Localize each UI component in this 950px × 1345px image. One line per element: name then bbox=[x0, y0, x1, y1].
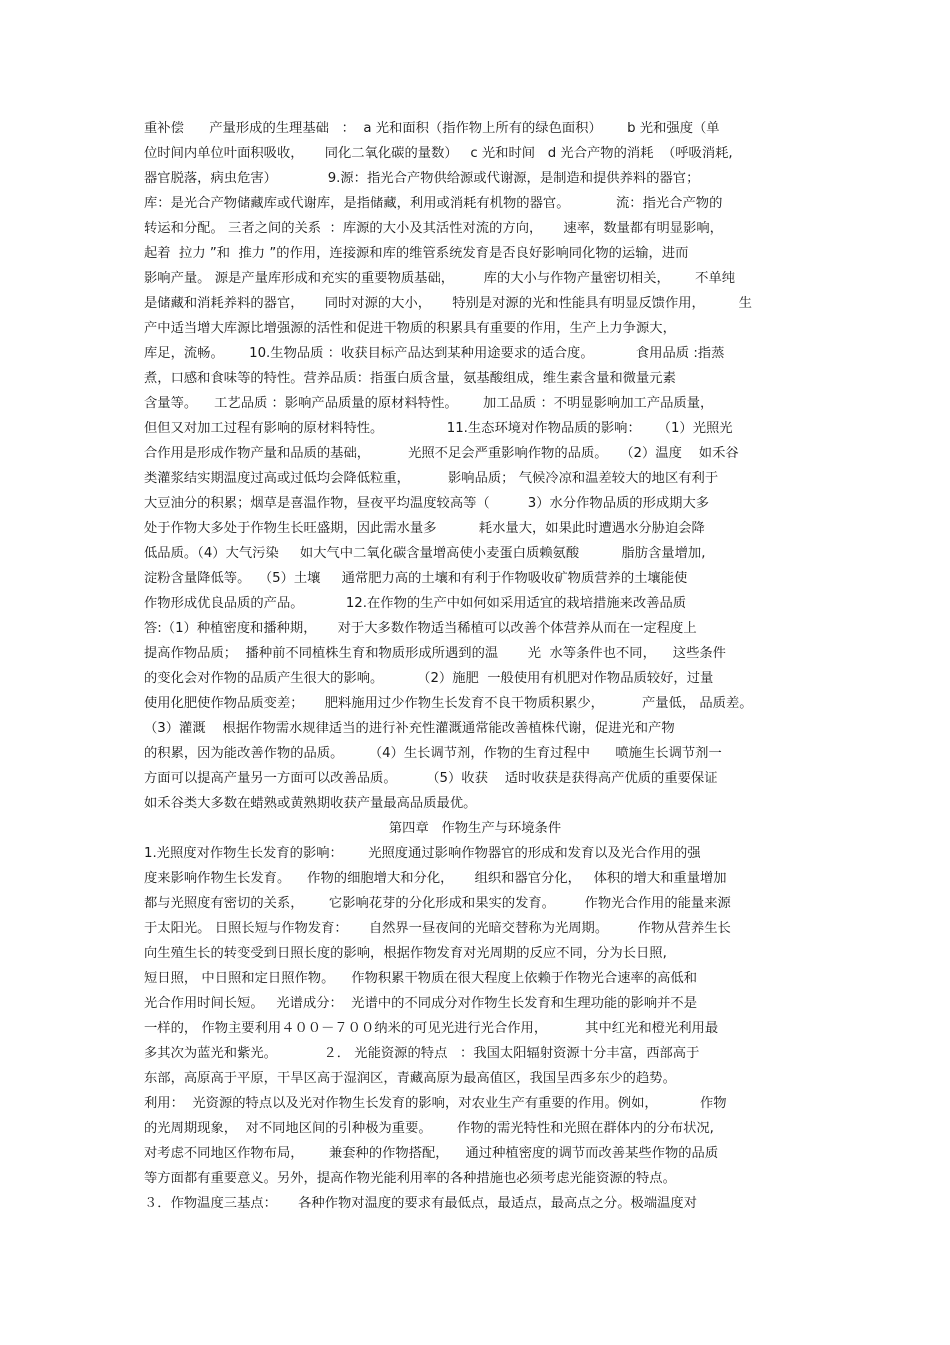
text-line: 淀粉含量降低等。 （5）土壤 通常肥力高的土壤和有利于作物吸收矿物质营养的土壤能使 bbox=[144, 571, 688, 586]
text-line: 但但又对加工过程有影响的原材料特性。 11.生态环境对作物品质的影响： （1）光照光 bbox=[144, 421, 733, 436]
text-line: 库：是光合产物储藏库或代谢库，是指储藏，利用或消耗有机物的器官。 流：指光合产物的 bbox=[144, 196, 723, 211]
text-line: 处于作物大多处于作物生长旺盛期，因此需水量多 耗水量大，如果此时遭遇水分胁迫会降 bbox=[144, 521, 705, 536]
text-line: 都与光照度有密切的关系， 它影响花芽的分化形成和果实的发育。 作物光合作用的能量来源 bbox=[144, 896, 731, 911]
text-line: 1.光照度对作物生长发育的影响： 光照度通过影响作物器官的形成和发育以及光合作用的强 bbox=[144, 846, 701, 861]
text-line: 的变化会对作物的品质产生很大的影响。 （2）施肥 一般使用有机肥对作物品质较好，过量 bbox=[144, 671, 714, 686]
text-line: 重补偿 产量形成的生理基础 ： a 光和面积（指作物上所有的绿色面积） b 光和强度（单 bbox=[144, 121, 720, 136]
text-line: 的光周期现象， 对不同地区间的引种极为重要。 作物的需光特性和光照在群体内的分布状况, bbox=[144, 1121, 714, 1136]
text-line: 是储藏和消耗养料的器官， 同时对源的大小， 特别是对源的光和性能具有明显反馈作用， 生 bbox=[144, 296, 752, 311]
text-line: 于太阳光。 日照长短与作物发育： 自然界一昼夜间的光暗交替称为光周期。 作物从营养生长 bbox=[144, 921, 731, 936]
text-line: 器官脱落，病虫危害） 9.源：指光合产物供给源或代谢源，是制造和提供养料的器官； bbox=[144, 171, 700, 186]
text-line: 含量等。 工艺品质 ：影响产品质量的原材料特性。 加工品质 ：不明显影响加工产品质量， bbox=[144, 396, 714, 411]
chapter-heading: 第四章 作物生产与环境条件 bbox=[388, 821, 562, 836]
text-line: 类灌浆结实期温度过高或过低均会降低粒重， 影响品质； 气候冷凉和温差较大的地区有利于 bbox=[144, 471, 719, 486]
text-line: 光合作用时间长短。 光谱成分： 光谱中的不同成分对作物生长发育和生理功能的影响并不是 bbox=[144, 996, 698, 1011]
text-line: 如禾谷类大多数在蜡熟或黄熟期收获产量最高品质最优。 bbox=[144, 796, 477, 811]
text-line: 等方面都有重要意义。另外，提高作物光能利用率的各种措施也必须考虑光能资源的特点。 bbox=[144, 1171, 676, 1186]
text-line: 多其次为蓝光和紫光。 ２． 光能资源的特点 ：我国太阳辐射资源十分丰富，西部高于 bbox=[144, 1046, 700, 1061]
text-line: 一样的， 作物主要利用４００－７００纳米的可见光进行光合作用， 其中红光和橙光利用最 bbox=[144, 1021, 719, 1036]
text-line: 低品质。（4）大气污染 如大气中二氧化碳含量增高使小麦蛋白质赖氨酸 脂肪含量增加, bbox=[144, 546, 706, 561]
text-line: 产中适当增大库源比增强源的活性和促进干物质的积累具有重要的作用，生产上力争源大， bbox=[144, 321, 676, 336]
text-line: 使用化肥使作物品质变差； 肥料施用过少作物生长发育不良干物质积累少， 产量低， 品质差。 bbox=[144, 696, 753, 711]
text-line: 煮，口感和食味等的特性。营养品质：指蛋白质含量，氨基酸组成，维生素含量和微量元素 bbox=[144, 371, 676, 386]
text-line: 东部，高原高于平原，干旱区高于湿润区，青藏高原为最高值区，我国呈西多东少的趋势。 bbox=[144, 1071, 676, 1086]
text-line: 的积累，因为能改善作物的品质。 （4）生长调节剂，作物的生育过程中 喷施生长调节剂一 bbox=[144, 746, 722, 761]
text-line: 库足，流畅。 10.生物品质 ：收获目标产品达到某种用途要求的适合度。 食用品质 :指蒸 bbox=[144, 346, 725, 361]
text-line: 提高作物品质； 播种前不同植株生育和物质形成所遇到的温 光 水等条件也不同， 这些条件 bbox=[144, 646, 726, 661]
text-line: 起着 拉力 ”和 推力 ”的作用，连接源和库的维管系统发育是否良好影响同化物的运输，进而 bbox=[144, 246, 689, 261]
text-line: 影响产量。 源是产量库形成和充实的重要物质基础， 库的大小与作物产量密切相关， 不单纯 bbox=[144, 271, 736, 286]
text-line: 对考虑不同地区作物布局， 兼套种的作物搭配， 通过种植密度的调节而改善某些作物的品质 bbox=[144, 1146, 719, 1161]
text-line: 利用： 光资源的特点以及光对作物生长发育的影响，对农业生产有重要的作用。例如， 作物 bbox=[144, 1096, 727, 1111]
text-line: 短日照， 中日照和定日照作物。 作物积累干物质在很大程度上依赖于作物光合速率的高低和 bbox=[144, 971, 698, 986]
text-line: 大豆油分的积累；烟草是喜温作物，昼夜平均温度较高等（ 3）水分作物品质的形成期大多 bbox=[144, 496, 710, 511]
text-line: ３．作物温度三基点： 各种作物对温度的要求有最低点，最适点，最高点之分。极端温度对 bbox=[144, 1196, 698, 1211]
text-line: 位时间内单位叶面积吸收， 同化二氧化碳的量数） c 光和时间 d 光合产物的消耗 （呼吸消耗, bbox=[144, 146, 733, 161]
text-line: （3）灌溉 根据作物需水规律适当的进行补充性灌溉通常能改善植株代谢，促进光和产物 bbox=[144, 721, 675, 736]
text-line: 方面可以提高产量另一方面可以改善品质。 （5）收获 适时收获是获得高产优质的重要保证 bbox=[144, 771, 718, 786]
text-line: 向生殖生长的转变受到日照长度的影响，根据作物发育对光周期的反应不同，分为长日照, bbox=[144, 946, 667, 961]
text-line: 度来影响作物生长发育。 作物的细胞增大和分化， 组织和器官分化， 体积的增大和重量增加 bbox=[144, 871, 727, 886]
text-line: 合作用是形成作物产量和品质的基础， 光照不足会严重影响作物的品质。 （2）温度 如禾谷 bbox=[144, 446, 739, 461]
text-line: 作物形成优良品质的产品。 12.在作物的生产中如何如采用适宜的栽培措施来改善品质 bbox=[144, 596, 687, 611]
text-line: 答:（1）种植密度和播种期， 对于大多数作物适当稀植可以改善个体营养从而在一定程度上 bbox=[144, 621, 697, 636]
text-line: 转运和分配。 三者之间的关系 ：库源的大小及其活性对流的方向， 速率，数量都有明显影响， bbox=[144, 221, 723, 236]
